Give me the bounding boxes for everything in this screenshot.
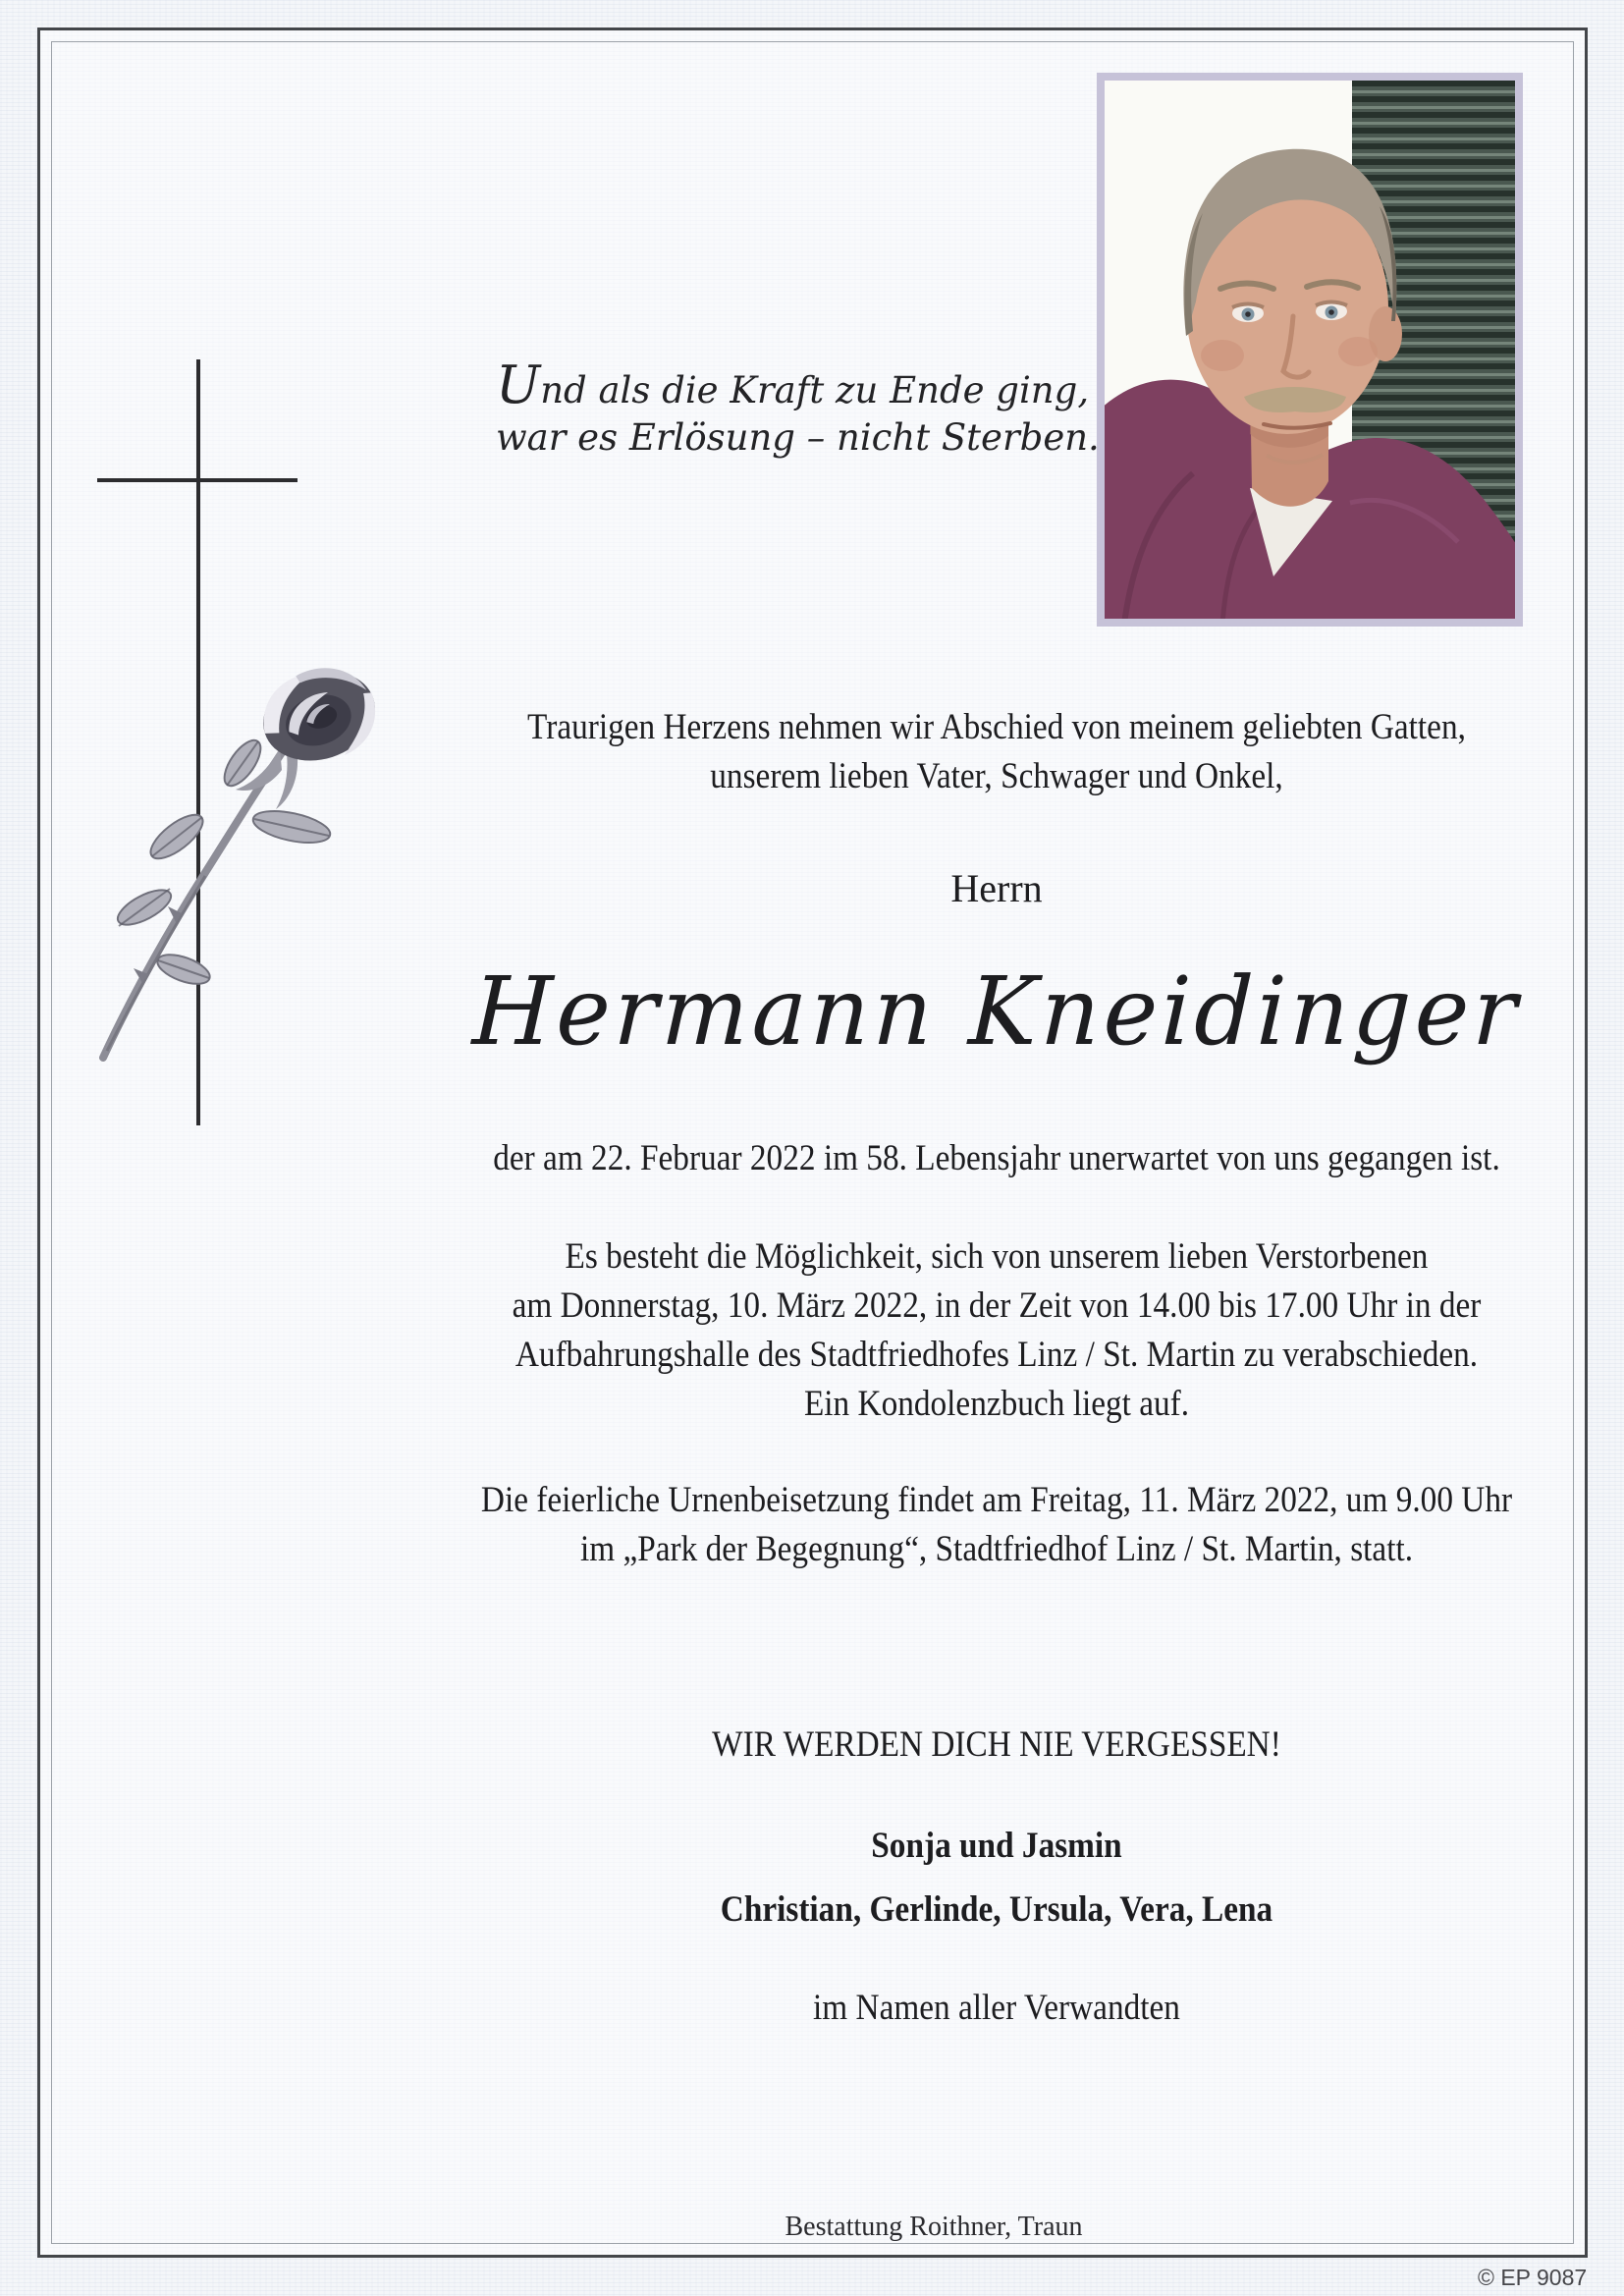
rose-icon — [83, 650, 398, 1092]
mourners-line-3: im Namen aller Verwandten — [813, 1988, 1180, 2028]
announcement-line-2: unserem lieben Vater, Schwager und Onkel, — [710, 756, 1283, 796]
burial-paragraph — [471, 1476, 1523, 1574]
burial-line-2: im „Park der Begegnung“, Stadtfriedhof Linz / St. Martin, statt. — [579, 1529, 1414, 1569]
salutation: Herrn — [950, 866, 1043, 910]
cross-horizontal-bar — [97, 478, 298, 482]
deceased-name: Hermann Kneidinger — [470, 957, 1523, 1066]
quote-line-2: war es Erlösung – nicht Sterben. — [496, 416, 1100, 459]
funeral-home-line: Bestattung Roithner, Traun — [785, 2212, 1083, 2242]
viewing-line-3: Aufbahrungshalle des Stadtfriedhofes Linz / St. Martin zu verabschieden. — [514, 1335, 1479, 1375]
viewing-line-2: am Donnerstag, 10. März 2022, in der Zeit von 14.00 bis 17.00 Uhr in der — [512, 1285, 1482, 1326]
mourners-line-1: Sonja und Jasmin — [871, 1826, 1122, 1866]
announcement-line-1: Traurigen Herzens nehmen wir Abschied von meinem geliebten Gatten, — [527, 707, 1466, 747]
viewing-paragraph — [471, 1232, 1523, 1429]
farewell-line: WIR WERDEN DICH NIE VERGESSEN! — [712, 1724, 1281, 1765]
burial-line-1: Die feierliche Urnenbeisetzung findet am Freitag, 11. März 2022, um 9.00 Uhr — [480, 1480, 1513, 1520]
memorial-quote — [496, 354, 1100, 462]
viewing-line-1: Es besteht die Möglichkeit, sich von unserem lieben Verstorbenen — [565, 1236, 1429, 1277]
announcement — [471, 703, 1523, 801]
death-line: der am 22. Februar 2022 im 58. Lebensjahr unerwartet von uns gegangen ist. — [493, 1138, 1500, 1178]
viewing-line-4: Ein Kondolenzbuch liegt auf. — [803, 1384, 1190, 1424]
quote-line-1: Und als die Kraft zu Ende ging, — [496, 354, 1090, 415]
portrait-photo — [1097, 73, 1523, 627]
mourners-line-2: Christian, Gerlinde, Ursula, Vera, Lena — [720, 1889, 1273, 1930]
print-code: © EP 9087 — [1478, 2265, 1588, 2290]
